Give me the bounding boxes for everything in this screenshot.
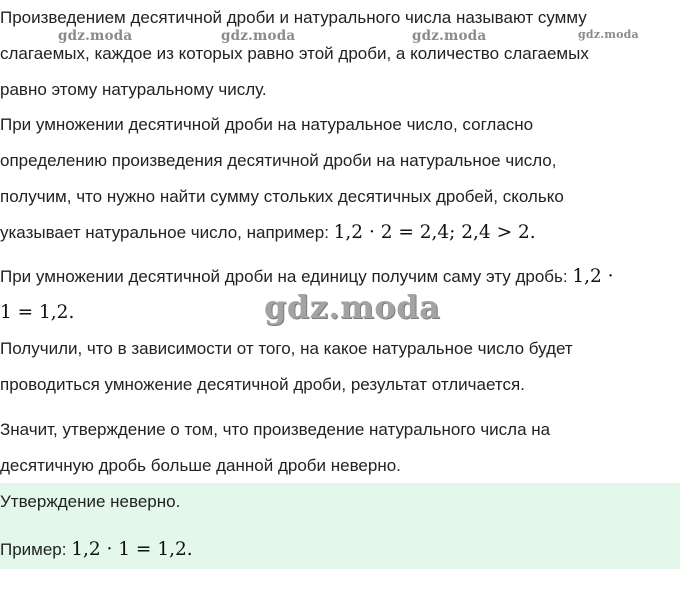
paragraph-line: получим, что нужно найти сумму стольких десятичных дробей, сколько: [0, 187, 564, 206]
watermark: gdz.moda: [412, 28, 487, 44]
answer-example: [0, 532, 672, 568]
paragraph-line: определению произведения десятичной дроби на натуральное число,: [0, 151, 557, 170]
answer-statement: Утверждение неверно.: [0, 492, 181, 511]
math-expression: 1,2 ·: [572, 266, 614, 287]
watermark: gdz.moda: [221, 28, 296, 44]
paragraph-line: десятичную дробь больше данной дроби неверно.: [0, 456, 401, 475]
paragraph-line: Получили, что в зависимости от того, на какое натуральное число будет: [0, 339, 573, 358]
answer-example-label: Пример:: [0, 540, 72, 559]
paragraph-text: При умножении десятичной дроби на единицу получим саму эту дробь:: [0, 267, 573, 286]
math-expression: 1 = 1,2.: [0, 302, 75, 323]
math-expression: 1,2 · 2 = 2,4; 2,4 > 2.: [333, 222, 536, 243]
paragraph-line: Значит, утверждение о том, что произведение натурального числа на: [0, 420, 551, 439]
answer-box: [0, 483, 680, 569]
paragraph-line: равно этому натуральному числу.: [0, 80, 267, 99]
watermark: gdz.moda: [58, 28, 133, 44]
paragraph-line: проводиться умножение десятичной дроби, результат отличается.: [0, 375, 525, 394]
watermark-large: gdz.moda: [264, 288, 441, 326]
paragraph-line: При умножении десятичной дроби на натуральное число, согласно: [0, 115, 534, 134]
watermark: gdz.moda: [578, 28, 639, 41]
paragraph-line: слагаемых, каждое из которых равно этой дроби, а количество слагаемых: [0, 44, 589, 63]
paragraph-text: указывает натуральное число, например:: [0, 223, 334, 242]
math-expression: 1,2 · 1 = 1,2.: [71, 539, 193, 560]
paragraph-line-with-math: [0, 215, 672, 251]
paragraph-line: Произведением десятичной дроби и натурального числа называют сумму: [0, 8, 587, 27]
